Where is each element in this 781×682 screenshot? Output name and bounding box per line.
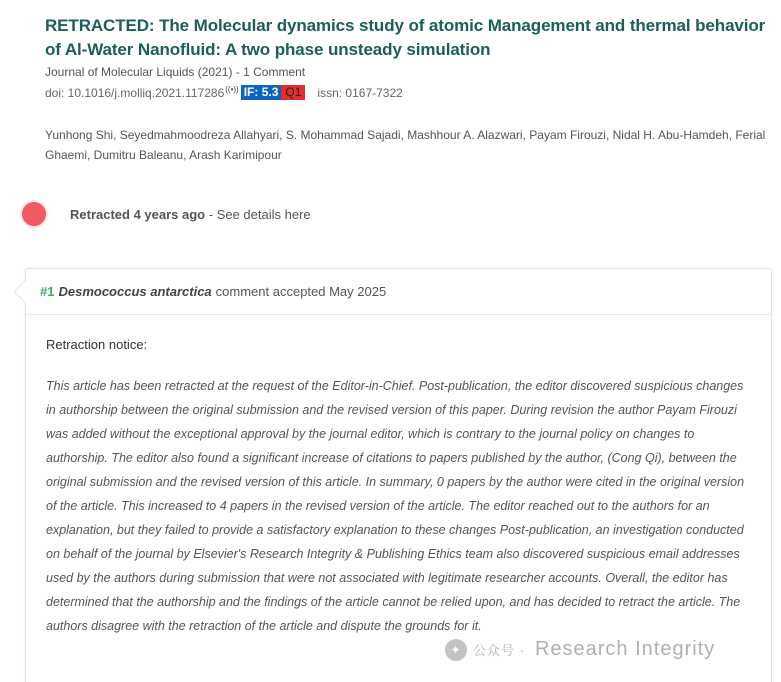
status-dot-icon bbox=[20, 200, 48, 228]
watermark-label: 公众号 · bbox=[473, 643, 525, 658]
notice-title: Retraction notice: bbox=[46, 337, 148, 352]
issn-text: issn: 0167-7322 bbox=[317, 85, 403, 100]
see-details-link[interactable]: See details here bbox=[216, 206, 311, 222]
wechat-icon: ✦ bbox=[445, 639, 467, 661]
notice-text: This article has been retracted at the request of the Editor-in-Chief. Post-publication, the editor discovered suspicious changes in authorship between the original submission and the revised version of this paper. During revision the author Payam Firouzi was added without the exceptional approval by the journal editor, which is contrary to the journal policy on changes to authorship. The editor also found a significant increase of citations to papers published by the author, (Cong Qi), between the original submission and the revised version of this article. In summary, 0 papers by the author were cited in the original version of the article. This increased to 4 papers in the revised version of the article. The editor reached out to the authors for an explanation, but they failed to provide a satisfactory explanation to these changes Post-publication, an investigation conducted on behalf of the journal by Elsevier's Research Integrity & Publishing Ethics team also discovered suspicious email addresses used by the authors during submission that were not associated with legitimate researcher accounts. Overall, the editor has determined that the authorship and the findings of the article cannot be relied upon, and has decided to retract the article. The authors disagree with the retraction of the article and dispute the grounds for it. bbox=[46, 379, 745, 633]
comment-number[interactable]: #1 bbox=[40, 284, 55, 299]
broadcast-icon: ((•)) bbox=[225, 85, 239, 94]
doi-link[interactable]: doi: 10.1016/j.molliq.2021.117286 bbox=[45, 85, 225, 100]
author-list: Yunhong Shi, Seyedmahmoodreza Allahyari, S. Mohammad Sajadi, Mashhour A. Alazwari, Payam Firouzi, Nidal H. Abu-Hamdeh, Ferial Ghaemi, Dumitru Baleanu, Arash Karimipour bbox=[45, 128, 766, 162]
watermark-text: Research Integrity bbox=[534, 638, 716, 660]
status-separator: - bbox=[205, 206, 217, 222]
status-label: Retracted 4 years ago bbox=[70, 206, 206, 222]
status-text bbox=[70, 207, 311, 222]
comment-meta: comment accepted May 2025 bbox=[215, 284, 387, 299]
watermark bbox=[445, 638, 715, 661]
commenter-name: Desmococcus antarctica bbox=[58, 284, 212, 299]
comment-header bbox=[26, 269, 771, 315]
journal-info: Journal of Molecular Liquids (2021) - 1 Comment bbox=[45, 65, 306, 79]
quartile-badge: Q1 bbox=[281, 85, 305, 100]
article-title[interactable]: RETRACTED: The Molecular dynamics study of atomic Management and thermal behavior of Al-Water Nanofluid: A two phase unsteady simulation bbox=[45, 16, 766, 59]
impact-factor-badge: IF: 5.3 bbox=[241, 85, 282, 100]
comment-card bbox=[25, 268, 772, 682]
retraction-status bbox=[20, 200, 311, 228]
doi-line bbox=[45, 85, 403, 100]
comment-body bbox=[26, 315, 771, 638]
